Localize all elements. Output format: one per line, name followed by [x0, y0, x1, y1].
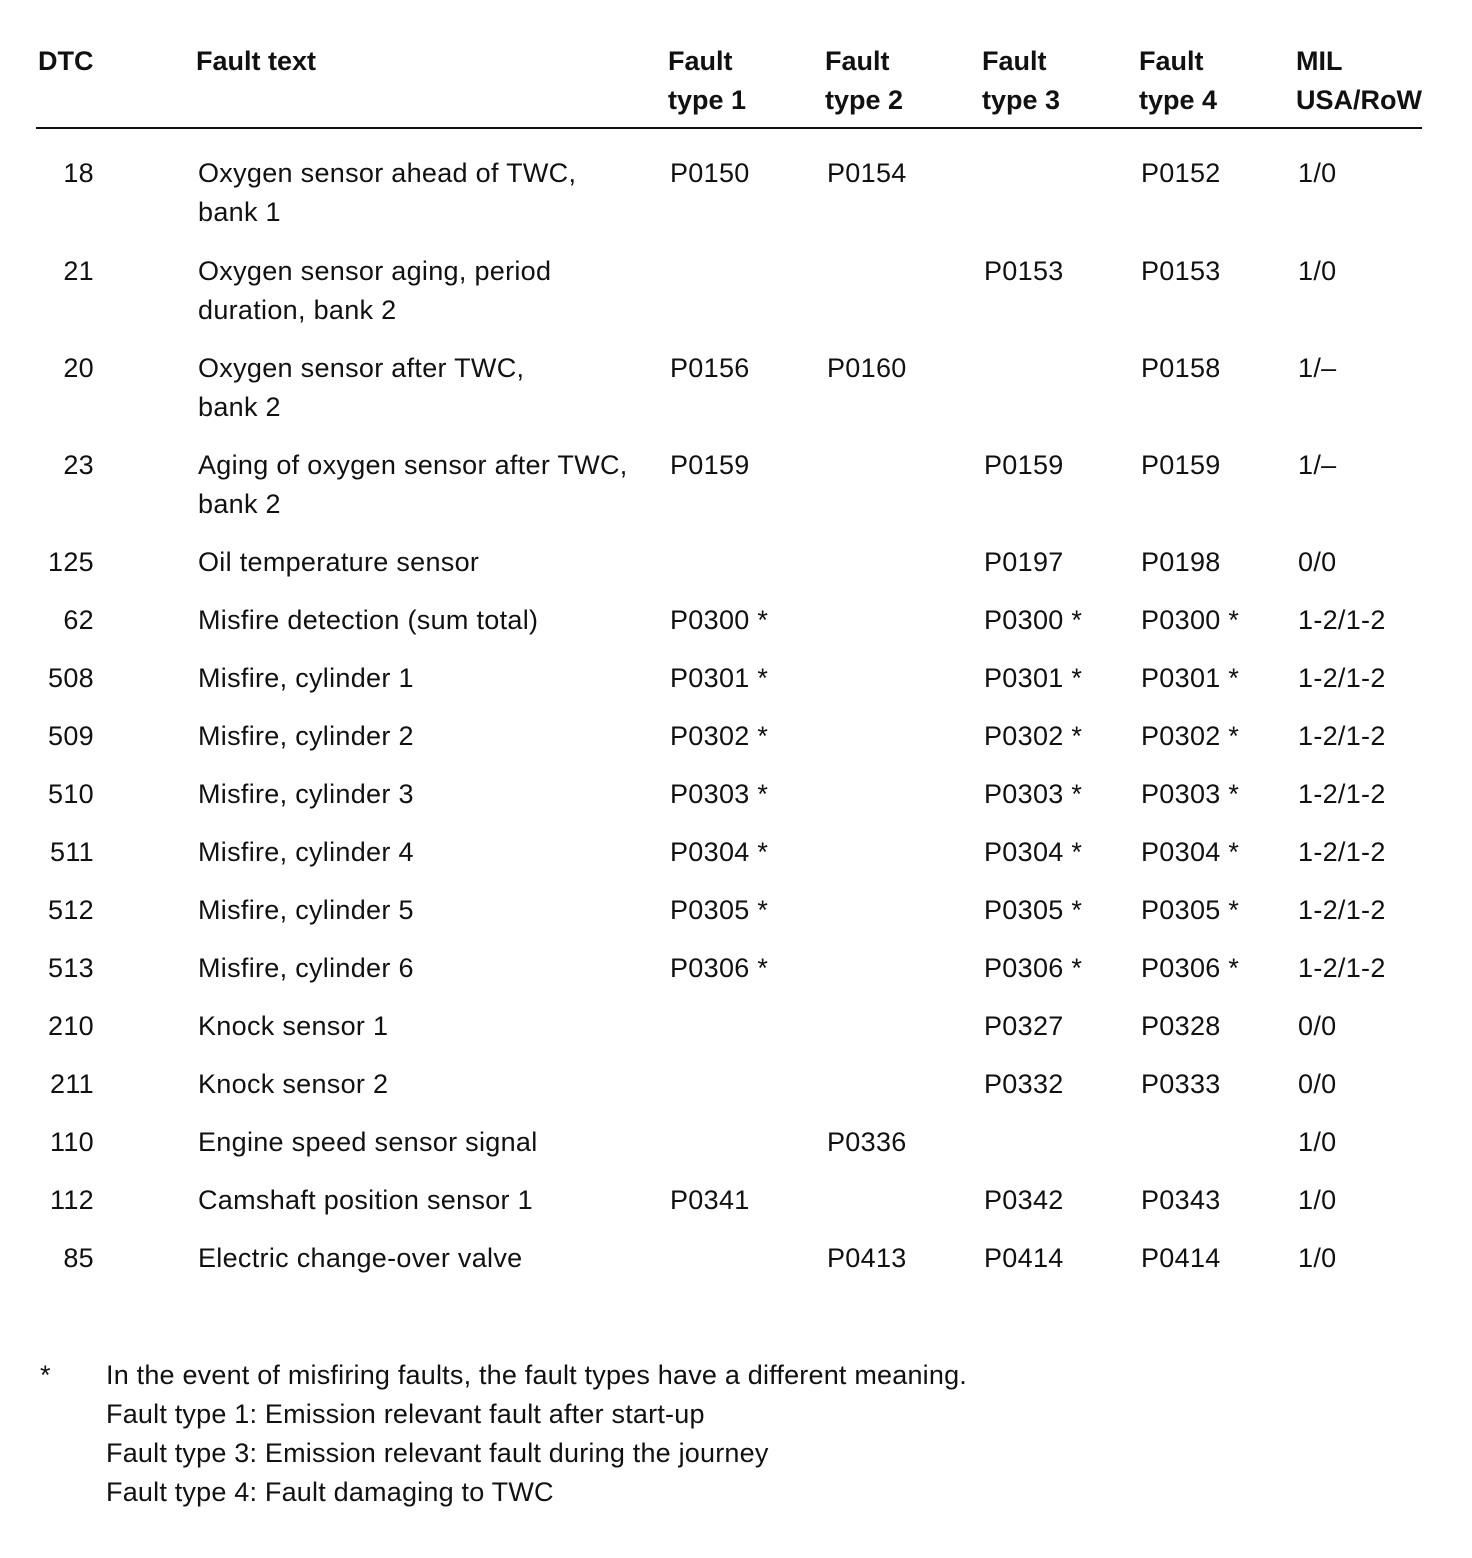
- cell-fault-type-3: P0153: [984, 256, 1064, 286]
- cell-fault-text: Oxygen sensor after TWC, bank 2: [198, 353, 525, 422]
- cell-mil: 1/0: [1298, 1185, 1337, 1215]
- cell-fault-type-4: P0304 *: [1141, 837, 1240, 867]
- cell-fault-text: Camshaft position sensor 1: [198, 1185, 533, 1215]
- cell-fault-text: Electric change-over valve: [198, 1243, 523, 1273]
- cell-fault-type-3: P0303 *: [984, 779, 1083, 809]
- cell-fault-type-1: P0304 *: [670, 837, 769, 867]
- cell-fault-type-3: P0306 *: [984, 953, 1083, 983]
- cell-dtc: 210: [48, 1011, 94, 1041]
- cell-mil: 1/0: [1298, 1243, 1337, 1273]
- cell-fault-type-4: P0305 *: [1141, 895, 1240, 925]
- cell-fault-type-1: P0159: [670, 450, 750, 480]
- cell-dtc: 508: [48, 663, 94, 693]
- cell-mil: 0/0: [1298, 547, 1337, 577]
- header-fault-type-4: Fault type 4: [1139, 46, 1218, 115]
- cell-fault-text: Misfire, cylinder 4: [198, 837, 414, 867]
- cell-dtc: 511: [50, 837, 94, 867]
- cell-fault-text: Misfire detection (sum total): [198, 605, 539, 635]
- cell-fault-text: Aging of oxygen sensor after TWC, bank 2: [198, 450, 628, 519]
- header-divider: [36, 127, 1422, 129]
- footnote: [106, 1356, 967, 1512]
- cell-fault-type-4: P0303 *: [1141, 779, 1240, 809]
- cell-fault-type-4: P0302 *: [1141, 721, 1240, 751]
- cell-fault-type-4: P0198: [1141, 547, 1221, 577]
- cell-fault-text: Knock sensor 1: [198, 1011, 389, 1041]
- cell-mil: 0/0: [1298, 1069, 1337, 1099]
- cell-fault-text: Misfire, cylinder 2: [198, 721, 414, 751]
- header-fault-type-1: Fault type 1: [668, 46, 747, 115]
- cell-fault-text: Misfire, cylinder 6: [198, 953, 414, 983]
- header-fault-type-2: Fault type 2: [825, 46, 904, 115]
- cell-fault-text: Misfire, cylinder 5: [198, 895, 414, 925]
- cell-fault-type-3: P0301 *: [984, 663, 1083, 693]
- cell-fault-type-4: P0306 *: [1141, 953, 1240, 983]
- cell-fault-type-1: P0301 *: [670, 663, 769, 693]
- cell-dtc: 509: [48, 721, 94, 751]
- cell-fault-type-3: P0302 *: [984, 721, 1083, 751]
- header-dtc: DTC: [38, 46, 94, 76]
- cell-fault-type-3: P0414: [984, 1243, 1064, 1273]
- cell-mil: 1/0: [1298, 256, 1337, 286]
- cell-fault-type-4: P0343: [1141, 1185, 1221, 1215]
- cell-dtc: 20: [63, 353, 94, 383]
- cell-dtc: 21: [63, 256, 94, 286]
- cell-fault-type-4: P0300 *: [1141, 605, 1240, 635]
- cell-fault-text: Misfire, cylinder 3: [198, 779, 414, 809]
- cell-fault-type-3: P0159: [984, 450, 1064, 480]
- cell-mil: 1/0: [1298, 1127, 1337, 1157]
- cell-fault-type-2: P0336: [827, 1127, 907, 1157]
- cell-fault-text: Misfire, cylinder 1: [198, 663, 414, 693]
- cell-dtc: 513: [48, 953, 94, 983]
- cell-fault-type-1: P0156: [670, 353, 750, 383]
- cell-fault-type-1: P0150: [670, 158, 750, 188]
- cell-fault-type-1: P0300 *: [670, 605, 769, 635]
- cell-fault-type-3: P0332: [984, 1069, 1064, 1099]
- cell-fault-type-1: P0341: [670, 1185, 750, 1215]
- cell-fault-type-4: P0153: [1141, 256, 1221, 286]
- footnote-marker: *: [40, 1360, 51, 1390]
- cell-mil: 1/–: [1298, 353, 1337, 383]
- cell-fault-type-1: P0305 *: [670, 895, 769, 925]
- cell-fault-text: Engine speed sensor signal: [198, 1127, 538, 1157]
- cell-fault-type-2: P0154: [827, 158, 907, 188]
- cell-dtc: 23: [63, 450, 94, 480]
- cell-mil: 1/0: [1298, 158, 1337, 188]
- cell-fault-type-2: P0413: [827, 1243, 907, 1273]
- footnote-line: Fault type 1: Emission relevant fault after start-up: [106, 1399, 705, 1429]
- header-fault-text: Fault text: [196, 46, 317, 76]
- cell-mil: 1-2/1-2: [1298, 953, 1386, 983]
- cell-dtc: 110: [50, 1127, 94, 1157]
- footnote-line: In the event of misfiring faults, the fault types have a different meaning.: [106, 1360, 967, 1390]
- cell-fault-type-2: P0160: [827, 353, 907, 383]
- cell-mil: 1/–: [1298, 450, 1337, 480]
- cell-mil: 1-2/1-2: [1298, 605, 1386, 635]
- cell-dtc: 211: [50, 1069, 94, 1099]
- cell-fault-type-3: P0327: [984, 1011, 1064, 1041]
- cell-fault-type-4: P0152: [1141, 158, 1221, 188]
- cell-dtc: 85: [63, 1243, 94, 1273]
- cell-fault-type-4: P0158: [1141, 353, 1221, 383]
- footnote-line: Fault type 4: Fault damaging to TWC: [106, 1477, 554, 1507]
- cell-dtc: 62: [63, 605, 94, 635]
- cell-mil: 0/0: [1298, 1011, 1337, 1041]
- cell-dtc: 125: [48, 547, 94, 577]
- cell-fault-type-3: P0304 *: [984, 837, 1083, 867]
- cell-fault-type-4: P0159: [1141, 450, 1221, 480]
- cell-fault-type-3: P0300 *: [984, 605, 1083, 635]
- cell-fault-text: Oil temperature sensor: [198, 547, 480, 577]
- cell-fault-type-1: P0303 *: [670, 779, 769, 809]
- cell-dtc: 18: [63, 158, 94, 188]
- cell-fault-type-4: P0301 *: [1141, 663, 1240, 693]
- cell-fault-text: Knock sensor 2: [198, 1069, 389, 1099]
- cell-fault-type-1: P0302 *: [670, 721, 769, 751]
- cell-mil: 1-2/1-2: [1298, 721, 1386, 751]
- cell-mil: 1-2/1-2: [1298, 837, 1386, 867]
- cell-fault-type-4: P0333: [1141, 1069, 1221, 1099]
- cell-fault-type-3: P0305 *: [984, 895, 1083, 925]
- cell-fault-type-3: P0197: [984, 547, 1064, 577]
- header-fault-type-3: Fault type 3: [982, 46, 1061, 115]
- cell-fault-type-3: P0342: [984, 1185, 1064, 1215]
- cell-mil: 1-2/1-2: [1298, 663, 1386, 693]
- cell-fault-text: Oxygen sensor aging, period duration, bank 2: [198, 256, 552, 325]
- cell-fault-text: Oxygen sensor ahead of TWC, bank 1: [198, 158, 577, 227]
- footnote-line: Fault type 3: Emission relevant fault during the journey: [106, 1438, 769, 1468]
- cell-mil: 1-2/1-2: [1298, 895, 1386, 925]
- cell-fault-type-1: P0306 *: [670, 953, 769, 983]
- cell-mil: 1-2/1-2: [1298, 779, 1386, 809]
- cell-fault-type-4: P0414: [1141, 1243, 1221, 1273]
- cell-dtc: 512: [48, 895, 94, 925]
- header-mil: MIL USA/RoW: [1296, 46, 1422, 115]
- cell-dtc: 112: [50, 1185, 94, 1215]
- cell-dtc: 510: [48, 779, 94, 809]
- cell-fault-type-4: P0328: [1141, 1011, 1221, 1041]
